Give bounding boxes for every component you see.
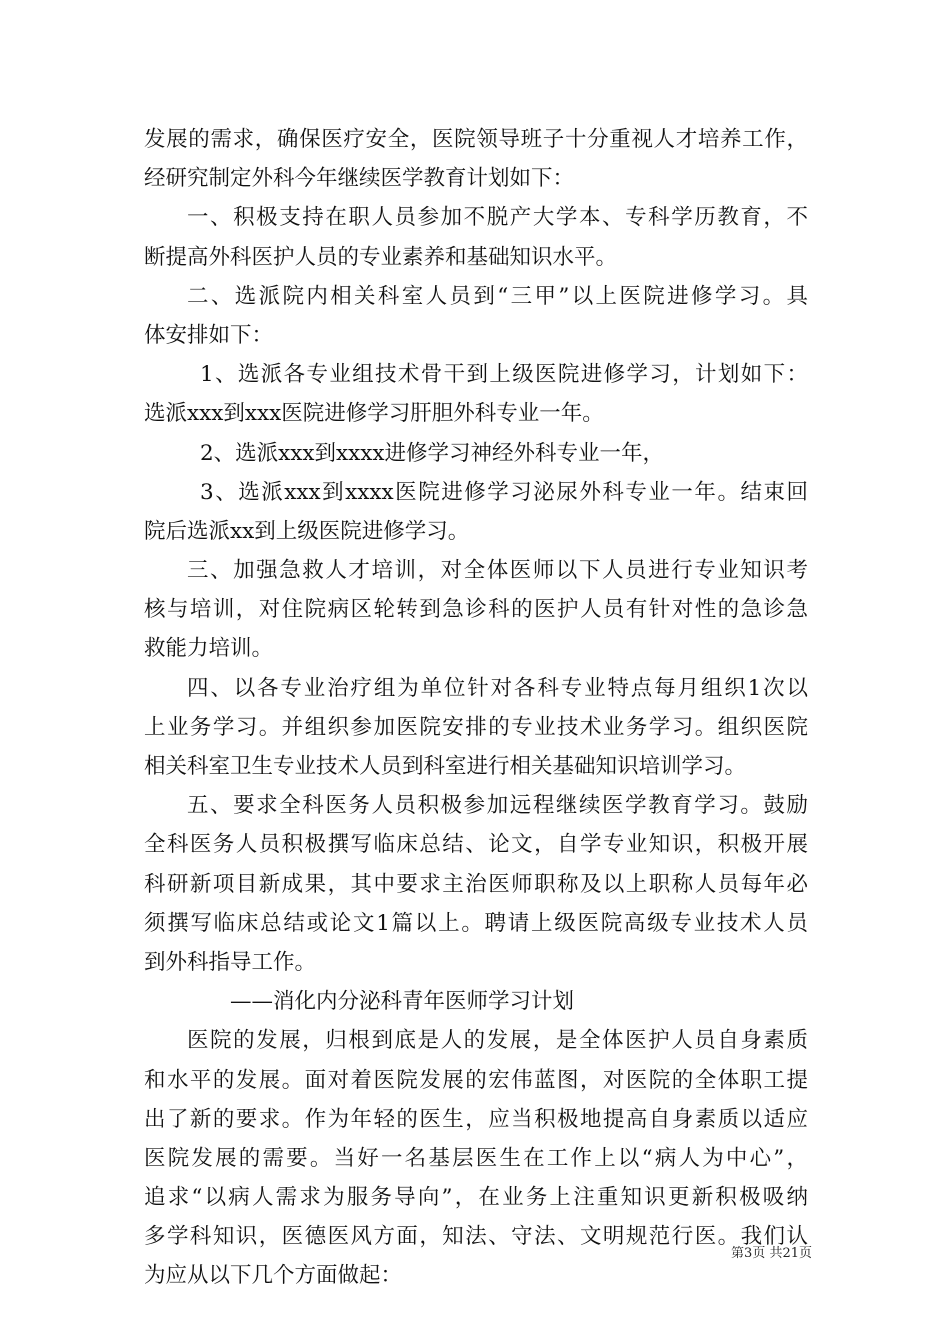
paragraph-line: 断提高外科医护人员的专业素养和基础知识水平。 — [144, 244, 618, 270]
paragraph-line: 全科医务人员积极撰写临床总结、论文，自学专业知识，积极开展 — [144, 832, 808, 858]
paragraph-line: 五、要求全科医务人员积极参加远程继续医学教育学习。鼓励 — [187, 793, 808, 819]
paragraph-line: 须撰写临床总结或论文1篇以上。聘请上级医院高级专业技术人员 — [144, 910, 808, 936]
paragraph-line: 为应从以下几个方面做起： — [144, 1263, 403, 1289]
paragraph-line: 体安排如下： — [144, 322, 274, 348]
page-number: 第3页 共21页 — [731, 1246, 812, 1261]
paragraph-line: 相关科室卫生专业技术人员到科室进行相关基础知识培训学习。 — [144, 754, 747, 779]
paragraph-line: 上业务学习。并组织参加医院安排的专业技术业务学习。组织医院 — [144, 714, 808, 740]
paragraph-line: 和水平的发展。面对着医院发展的宏伟蓝图，对医院的全体职工提 — [144, 1067, 808, 1093]
paragraph-line: 多学科知识，医德医风方面，知法、守法、文明规范行医。我们认 — [144, 1224, 808, 1250]
paragraph-line: 医院发展的需要。当好一名基层医生在工作上以“病人为中心”， — [144, 1145, 808, 1171]
paragraph-line: 到外科指导工作。 — [144, 949, 317, 975]
paragraph-line: 2、选派xxx到xxxx进修学习神经外科专业一年， — [200, 440, 665, 466]
paragraph-line: 3、选派xxx到xxxx医院进修学习泌尿外科专业一年。结束回 — [200, 479, 808, 505]
paragraph-line: 追求“以病人需求为服务导向”，在业务上注重知识更新积极吸纳 — [144, 1185, 808, 1211]
paragraph-line: 1、选派各专业组技术骨干到上级医院进修学习，计划如下： — [200, 362, 808, 388]
section-subtitle: ——消化内分泌科青年医师学习计划 — [230, 989, 575, 1015]
document-body — [144, 120, 808, 1296]
paragraph-line: 救能力培训。 — [144, 636, 274, 662]
paragraph-line: 出了新的要求。作为年轻的医生，应当积极地提高自身素质以适应 — [144, 1106, 808, 1132]
paragraph-line: 一、积极支持在职人员参加不脱产大学本、专科学历教育，不 — [187, 205, 808, 231]
paragraph-line: 二、选派院内相关科室人员到“三甲”以上医院进修学习。具 — [187, 283, 808, 309]
paragraph-line: 三、加强急救人才培训，对全体医师以下人员进行专业知识考 — [187, 558, 808, 584]
paragraph-line: 核与培训，对住院病区轮转到急诊科的医护人员有针对性的急诊急 — [144, 597, 808, 623]
paragraph-line: 经研究制定外科今年继续医学教育计划如下： — [144, 166, 575, 192]
paragraph-line: 四、以各专业治疗组为单位针对各科专业特点每月组织1次以 — [187, 675, 808, 701]
paragraph-line: 科研新项目新成果，其中要求主治医师职称及以上职称人员每年必 — [144, 871, 808, 897]
paragraph-line: 发展的需求，确保医疗安全，医院领导班子十分重视人才培养工作， — [144, 127, 808, 152]
paragraph-line: 院后选派xx到上级医院进修学习。 — [144, 518, 470, 544]
paragraph-line: 选派xxx到xxx医院进修学习肝胆外科专业一年。 — [144, 401, 604, 427]
paragraph-line: 医院的发展，归根到底是人的发展，是全体医护人员自身素质 — [187, 1028, 808, 1054]
